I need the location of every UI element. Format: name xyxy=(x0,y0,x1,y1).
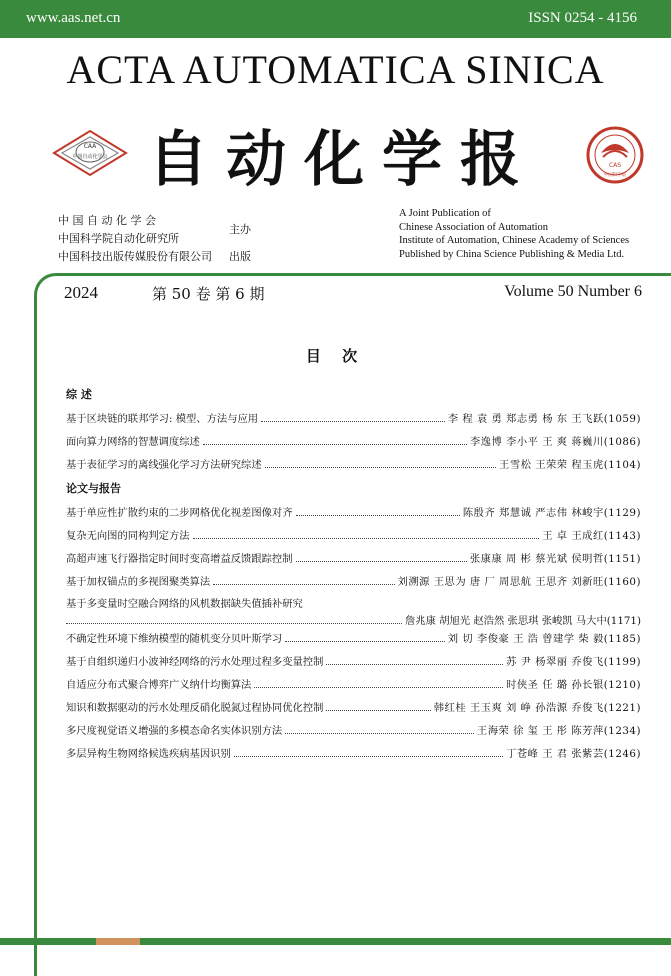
article-authors: 王雪松 王荣荣 程玉虎(1104) xyxy=(499,459,641,471)
toc-entry[interactable] xyxy=(66,652,641,668)
article-authors: 时侠圣 任 璐 孙长银(1210) xyxy=(506,679,641,691)
article-authors: 李 程 袁 勇 郑志勇 杨 东 王飞跃(1059) xyxy=(447,413,641,425)
joint-line: Institute of Automation, Chinese Academy of Sciences xyxy=(399,235,630,246)
leader-dots xyxy=(234,756,503,757)
leader-dots xyxy=(66,623,402,624)
cas-logo-text: CAS xyxy=(608,162,622,169)
leader-dots xyxy=(203,444,467,445)
section-title: 论文与报告 xyxy=(66,482,121,495)
article-title[interactable]: 多尺度视觉语义增强的多模态命名实体识别方法 xyxy=(66,725,283,737)
issue-volume-cn: 第 50 卷 第 6 期 xyxy=(152,285,265,303)
article-authors: 丁苍峰 王 君 张紫芸(1246) xyxy=(506,748,641,760)
cas-logo-subtext: 中国科学院 xyxy=(603,173,627,178)
joint-publication-note xyxy=(399,207,629,261)
host-role-label: 主办 xyxy=(229,223,251,236)
leader-dots xyxy=(261,421,445,422)
publisher-name: 中 国 自 动 化 学 会 xyxy=(58,214,156,227)
article-title[interactable]: 基于单应性扩散约束的二步网格优化视差图像对齐 xyxy=(66,507,293,519)
toc-entry[interactable] xyxy=(66,744,641,760)
leader-dots xyxy=(326,664,503,665)
issn-label: ISSN 0254 - 4156 xyxy=(528,10,637,26)
toc-entry[interactable] xyxy=(66,675,641,691)
toc-entry[interactable] xyxy=(66,455,641,471)
header-bar xyxy=(0,0,671,38)
article-title[interactable]: 基于自组织递归小波神经网络的污水处理过程多变量控制 xyxy=(66,656,324,668)
leader-dots xyxy=(296,561,467,562)
toc-entry[interactable] xyxy=(66,432,641,448)
article-authors: 詹兆康 胡旭光 赵浩然 张思琪 张峻凯 马大中(1171) xyxy=(405,615,641,627)
caa-logo-subtext: 中国自动化学会 xyxy=(72,154,108,160)
toc-entry[interactable] xyxy=(66,503,641,519)
cas-logo-icon xyxy=(585,125,645,185)
contents-heading: 目 次 xyxy=(305,347,366,365)
article-authors: 王 卓 王成红(1143) xyxy=(542,530,641,542)
leader-dots xyxy=(265,467,496,468)
publisher-name: 中国科学院自动化研究所 xyxy=(58,232,179,245)
joint-line: Published by China Science Publishing & Media Ltd. xyxy=(399,248,625,260)
publisher-name: 中国科技出版传媒股份有限公司 xyxy=(58,250,212,263)
leader-dots xyxy=(285,641,445,642)
article-authors: 李逸博 李小平 王 爽 蒋巍川(1086) xyxy=(469,436,641,448)
article-authors: 苏 尹 杨翠丽 乔俊飞(1199) xyxy=(506,656,641,668)
leader-dots xyxy=(285,733,474,734)
joint-line: A Joint Publication of xyxy=(399,208,491,219)
caa-logo-icon xyxy=(52,128,128,178)
leader-dots xyxy=(254,687,503,688)
leader-dots xyxy=(193,538,540,539)
article-title[interactable]: 知识和数据驱动的污水处理反硝化脱氮过程协同优化控制 xyxy=(66,702,324,714)
toc-entry[interactable] xyxy=(66,629,641,645)
footer-tab xyxy=(96,938,140,945)
article-title[interactable]: 基于多变量时空融合网络的风机数据缺失值插补研究 xyxy=(66,598,303,610)
journal-title-en: ACTA AUTOMATICA SINICA xyxy=(66,47,605,92)
article-authors: 陈殷齐 郑慧诚 严志伟 林峻宇(1129) xyxy=(462,507,641,519)
leader-dots xyxy=(213,584,394,585)
issue-year: 2024 xyxy=(64,283,98,302)
toc-entry[interactable] xyxy=(66,595,641,627)
leader-dots xyxy=(296,515,460,516)
article-title[interactable]: 高超声速飞行器指定时间时变高增益反馈跟踪控制 xyxy=(66,553,293,565)
toc-entry[interactable] xyxy=(66,549,641,565)
article-title[interactable]: 基于表征学习的离线强化学习方法研究综述 xyxy=(66,459,262,471)
journal-title-cn: 自动化学报 xyxy=(148,125,538,195)
article-authors: 刘溯源 王思为 唐 厂 周思航 王思齐 刘新旺(1160) xyxy=(397,576,641,588)
article-title[interactable]: 基于加权锚点的多视图聚类算法 xyxy=(66,576,211,588)
publish-role-label: 出版 xyxy=(229,250,251,263)
publisher-list xyxy=(58,212,218,266)
article-title[interactable]: 自适应分布式聚合博弈广义纳什均衡算法 xyxy=(66,679,252,691)
caa-logo-text: CAA xyxy=(83,143,97,150)
article-title[interactable]: 多层异构生物网络候选疾病基因识别 xyxy=(66,748,231,760)
article-title[interactable]: 面向算力网络的智慧调度综述 xyxy=(66,436,200,448)
leader-dots xyxy=(326,710,430,711)
toc-entry[interactable] xyxy=(66,572,641,588)
article-title[interactable]: 复杂无向图的同构判定方法 xyxy=(66,530,190,542)
article-title[interactable]: 基于区块链的联邦学习: 模型、方法与应用 xyxy=(66,413,259,425)
section-title: 综 述 xyxy=(66,388,92,401)
toc-entry[interactable] xyxy=(66,409,641,425)
toc-entry[interactable] xyxy=(66,698,641,714)
article-title[interactable]: 不确定性环境下维纳模型的随机变分贝叶斯学习 xyxy=(66,633,283,645)
toc-entry[interactable] xyxy=(66,721,641,737)
article-authors: 刘 切 李俊豪 王 浩 曾建学 柴 毅(1185) xyxy=(447,633,641,645)
issue-volume-en: Volume 50 Number 6 xyxy=(504,283,642,300)
toc-entry[interactable] xyxy=(66,526,641,542)
website-url[interactable]: www.aas.net.cn xyxy=(26,10,121,26)
article-authors: 张康康 周 彬 蔡光斌 侯明哲(1151) xyxy=(469,553,641,565)
article-authors: 王海荣 徐 玺 王 彤 陈芳萍(1234) xyxy=(476,725,641,737)
joint-line: Chinese Association of Automation xyxy=(399,221,549,233)
article-authors: 韩红桂 王玉爽 刘 峥 孙浩源 乔俊飞(1221) xyxy=(433,702,641,714)
